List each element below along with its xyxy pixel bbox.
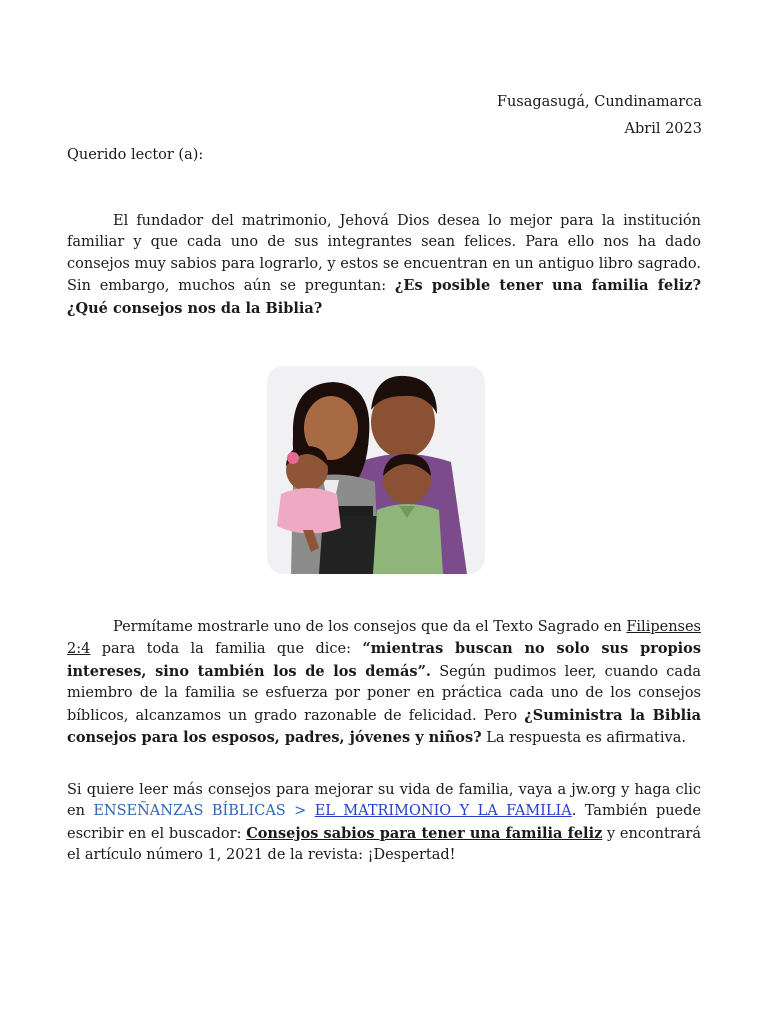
family-illustration-svg (267, 366, 485, 574)
link-bible-teachings[interactable]: ENSEÑANZAS BÍBLICAS > (93, 803, 307, 820)
paragraph-more-info: Si quiere leer más consejos para mejorar su vida de familia, vaya a jw.org y haga clic en ENSEÑANZAS BÍBLICAS > EL MATRIMONIO Y LA FAMILIA. También puede escribir en el buscador: Consejos sabios para tener una familia feliz y encontrará el artículo número 1, 2021 de la revista: ¡Despertad! (67, 782, 702, 864)
link-marriage-family[interactable]: EL MATRIMONIO Y LA FAMILIA (314, 803, 572, 820)
search-phrase: Consejos sabios para tener una familia feliz (246, 824, 603, 842)
paragraph-philippians: Permítame mostrarle uno de los consejos que da el Texto Sagrado en Filipenses 2:4 para toda la familia que dice: “mientras buscan no solo sus propios intereses, sino también los de los demás”. Según pudimos leer, cuando cada miembro de la familia se esfuerza por poner en práctica cada uno de los consejos bíblicos, alcanzamos un grado razonable de felicidad. Pero ¿Suministra la Biblia consejos para los esposos, padres, jóvenes y niños? La respuesta es afirmativa. (67, 619, 702, 747)
intro-text: El fundador del matrimonio, Jehová Dios desea lo mejor para la institución familiar y que cada uno de sus integrantes sean felices. Para ello nos ha dado consejos muy sabios para lograrlo, y estos se encuentran en un antiguo libro sagrado. Sin embargo, muchos aún se preguntan: (67, 213, 701, 295)
letter-date: Abril 2023 (624, 121, 702, 137)
girl-flower (287, 452, 299, 464)
scripture-quote: “mientras buscan no solo sus propios intereses, sino también los de los demás”. (67, 640, 702, 680)
paragraph-intro (67, 211, 701, 320)
letter-place: Fusagasugá, Cundinamarca (496, 94, 702, 110)
intro-question: ¿Es posible tener una familia feliz? ¿Qué consejos nos da la Biblia? (67, 277, 701, 317)
scripture-reference: Filipenses 2:4 (67, 619, 701, 658)
family-illustration (267, 366, 485, 574)
salutation: Querido lector (a): (67, 147, 204, 163)
girl-dress (277, 488, 341, 534)
bible-question: ¿Suministra la Biblia consejos para los esposos, padres, jóvenes y niños? (67, 706, 701, 747)
